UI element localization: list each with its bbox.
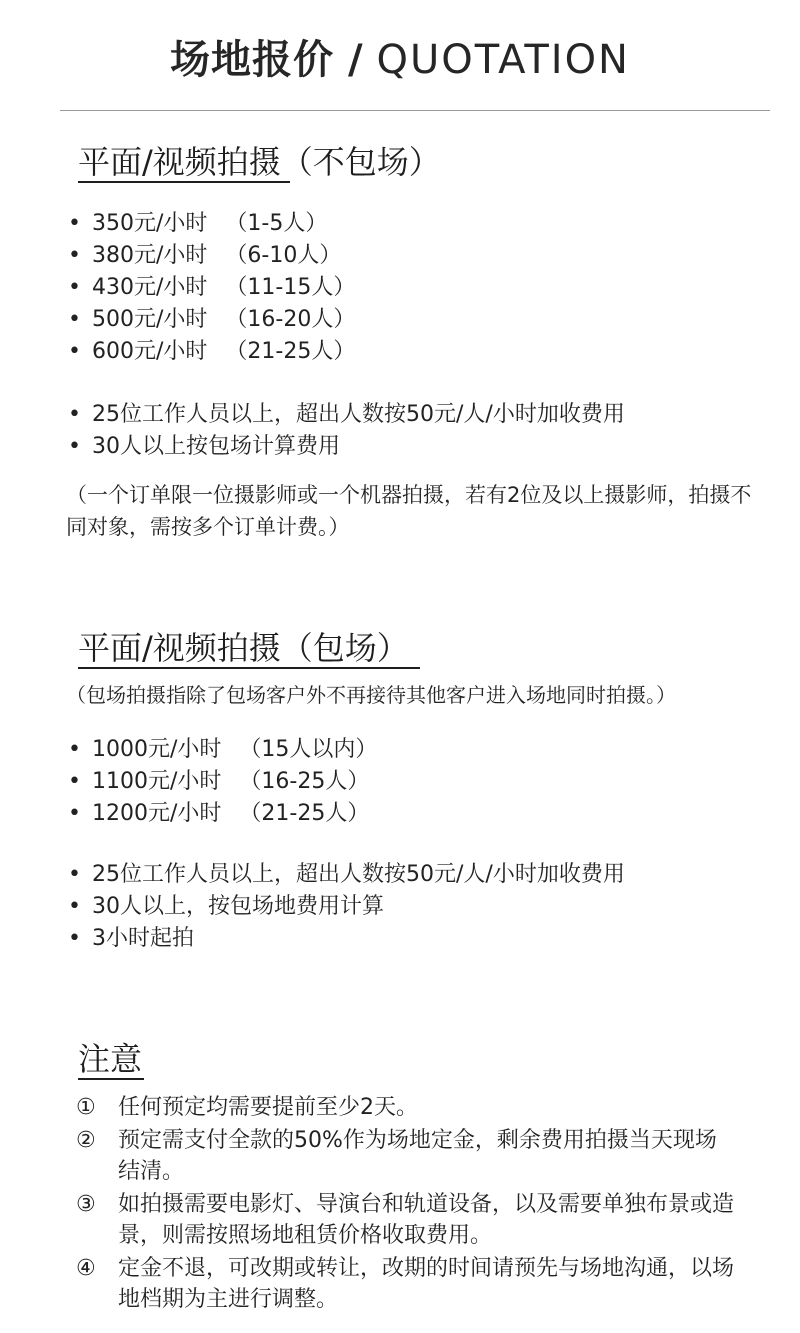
bullet-icon: • [68,926,81,951]
section2-title: 平面/视频拍摄（包场） [78,629,409,667]
list-item [66,208,355,240]
people-range: （11-15人） [225,275,356,300]
list-item [66,399,625,431]
section2-rules-list [66,859,625,955]
people-range: （16-25人） [239,769,370,794]
bullet-icon: • [68,211,81,236]
bullet-icon: • [68,402,81,427]
bullet-icon: • [68,243,81,268]
price-text: 380元/小时 [92,243,208,268]
rule-text: 25位工作人员以上，超出人数按50元/人/小时加收费用 [92,862,625,887]
list-item [66,240,355,272]
rule-text: 25位工作人员以上，超出人数按50元/人/小时加收费用 [92,402,625,427]
list-item [76,1092,736,1123]
section2-subnote: （包场拍摄指除了包场客户外不再接待其他客户进入场地同时拍摄。） [66,683,676,707]
people-range: （21-25人） [225,339,356,364]
title-separator: / [334,37,377,83]
people-range: （1-5人） [225,211,328,236]
price-text: 1100元/小时 [92,769,222,794]
page-header [0,28,800,85]
section1-title-underline [78,181,290,183]
header-divider [60,110,770,111]
price-text: 1000元/小时 [92,737,222,762]
price-text: 500元/小时 [92,307,208,332]
rule-text: 3小时起拍 [92,926,194,951]
bullet-icon: • [68,307,81,332]
list-item [66,431,625,463]
price-text: 430元/小时 [92,275,208,300]
note-text: 定金不退，可改期或转让，改期的时间请预先与场地沟通，以场地档期为主进行调整。 [118,1256,735,1312]
bullet-icon: • [68,737,81,762]
bullet-icon: • [68,275,81,300]
price-text: 600元/小时 [92,339,208,364]
people-range: （15人以内） [239,737,378,762]
section1-rules-list [66,399,625,463]
circled-number-1-icon: ① [76,1095,96,1120]
list-item [76,1253,736,1315]
rule-text: 30人以上按包场计算费用 [92,434,340,459]
list-item [66,272,355,304]
bullet-icon: • [68,339,81,364]
list-item [66,891,625,923]
list-item [66,734,377,766]
notes-title: 注意 [78,1040,143,1078]
page-title-cn: 场地报价 [170,37,335,83]
list-item [66,766,377,798]
circled-number-4-icon: ④ [76,1256,96,1281]
section1-price-list [66,208,355,368]
rule-text: 30人以上，按包场地费用计算 [92,894,384,919]
list-item [76,1189,736,1251]
list-item [66,304,355,336]
circled-number-2-icon: ② [76,1128,96,1153]
bullet-icon: • [68,894,81,919]
bullet-icon: • [68,801,81,826]
section1-note: （一个订单限一位摄影师或一个机器拍摄，若有2位及以上摄影师，拍摄不同对象，需按多个订单计费。） [66,483,752,539]
bullet-icon: • [68,862,81,887]
people-range: （21-25人） [239,801,370,826]
people-range: （6-10人） [225,243,342,268]
note-text: 任何预定均需要提前至少2天。 [118,1095,418,1120]
list-item [66,336,355,368]
section2-title-underline [78,667,420,669]
note-text: 如拍摄需要电影灯、导演台和轨道设备，以及需要单独布景或造景，则需按照场地租赁价格收取费用。 [118,1192,735,1248]
price-text: 350元/小时 [92,211,208,236]
notes-list [76,1092,736,1317]
bullet-icon: • [68,434,81,459]
price-text: 1200元/小时 [92,801,222,826]
page-title-en: QUOTATION [376,37,630,83]
list-item [66,859,625,891]
notes-title-underline [78,1078,144,1080]
list-item [66,923,625,955]
people-range: （16-20人） [225,307,356,332]
list-item [76,1125,736,1187]
section2-price-list [66,734,377,830]
section1-title: 平面/视频拍摄（不包场） [78,143,441,181]
note-text: 预定需支付全款的50%作为场地定金，剩余费用拍摄当天现场结清。 [118,1128,717,1184]
list-item [66,798,377,830]
circled-number-3-icon: ③ [76,1192,96,1217]
bullet-icon: • [68,769,81,794]
